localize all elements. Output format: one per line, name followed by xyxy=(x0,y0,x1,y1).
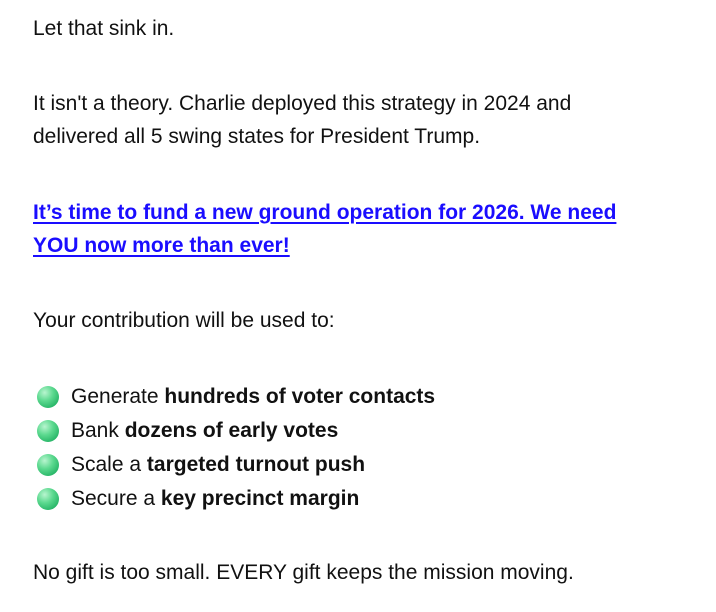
cta-line-2[interactable]: YOU now more than ever! xyxy=(33,234,290,257)
cta-paragraph xyxy=(33,196,616,262)
bullet-prefix: Bank xyxy=(71,419,119,442)
bullet-prefix: Secure a xyxy=(71,487,156,510)
strategy-line-2: delivered all 5 swing states for President Trump. xyxy=(33,125,481,148)
list-item xyxy=(33,448,435,482)
fund-ground-operation-link[interactable] xyxy=(33,201,616,257)
intro-text: Let that sink in. xyxy=(33,17,175,40)
contribution-list-container xyxy=(33,380,435,516)
bullet-bold: dozens of early votes xyxy=(124,419,339,442)
bullet-bold: key precinct margin xyxy=(160,487,360,510)
strategy-line-1: It isn't a theory. Charlie deployed this strategy in 2024 and xyxy=(33,92,572,115)
cta-line-1[interactable]: It’s time to fund a new ground operation for 2026. We need xyxy=(33,201,617,224)
green-circle-icon xyxy=(37,488,59,510)
bullet-prefix: Scale a xyxy=(71,453,142,476)
green-circle-icon xyxy=(37,420,59,442)
list-item xyxy=(33,414,435,448)
bullet-prefix: Generate xyxy=(71,385,159,408)
bullet-bold: targeted turnout push xyxy=(146,453,366,476)
contribution-intro: Your contribution will be used to: xyxy=(33,309,335,332)
green-circle-icon xyxy=(37,454,59,476)
bullet-bold: hundreds of voter contacts xyxy=(164,385,436,408)
list-item xyxy=(33,380,435,414)
green-circle-icon xyxy=(37,386,59,408)
closing-text: No gift is too small. EVERY gift keeps the mission moving. xyxy=(33,561,574,584)
list-item xyxy=(33,482,435,516)
contribution-list xyxy=(33,380,435,516)
strategy-paragraph xyxy=(33,87,571,153)
